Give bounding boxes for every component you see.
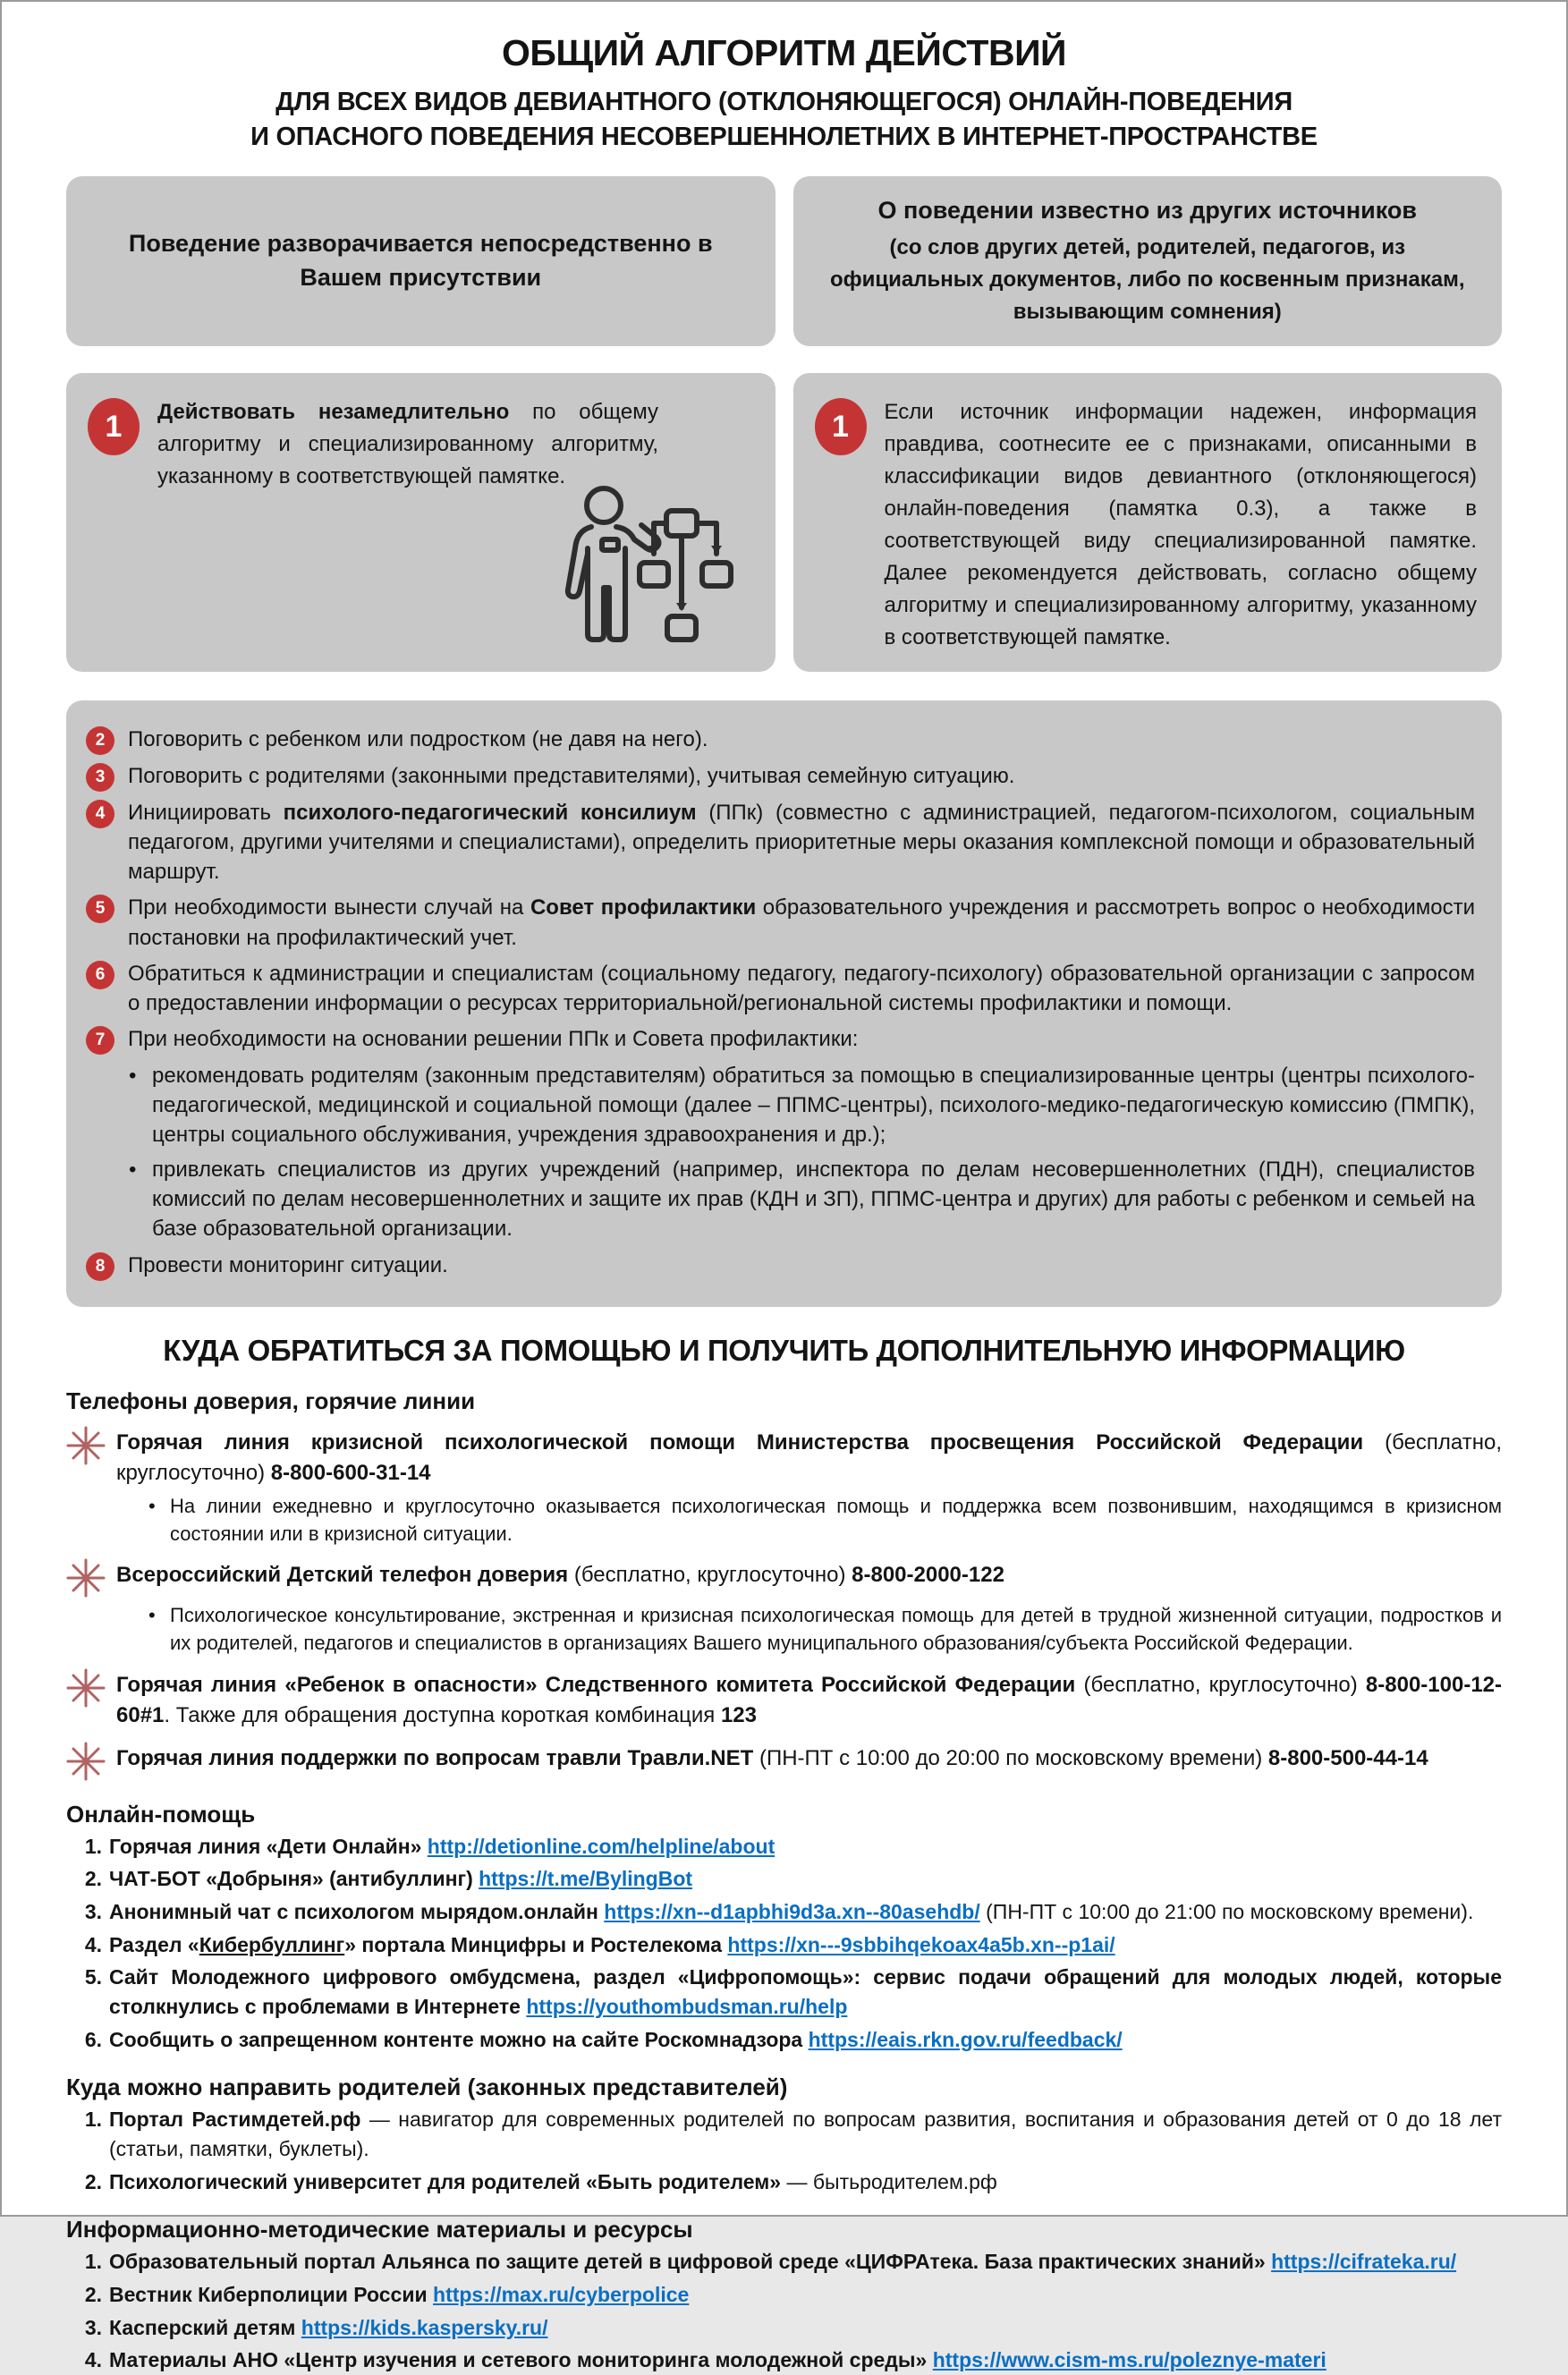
text-segment: (ППк) (совместно с администрацией, педагогом-психологом, социальным педагогом, другими учителями и специалистами), определить приоритетные меры оказания комплексной помощи и образовательный маршрут. — [128, 801, 1475, 885]
text-segment: Действовать незамедлительно — [157, 400, 510, 425]
text-segment: — навигатор для современных родителей по вопросам развития, воспитания и образования детей от 0 до 18 лет (статьи, памятки, буклеты). — [109, 2108, 1502, 2160]
step-number-badge: 5 — [86, 895, 114, 923]
step-text — [128, 798, 1475, 886]
step-number-badge: 1 — [88, 398, 140, 455]
text-segment: (ПН-ПТ с 10:00 до 21:00 по московскому времени). — [979, 1900, 1474, 1924]
bullet-text: привлекать специалистов из других учреждений (например, инспектора по делам несовершеннолетних (ПДН), специалистов комиссий по делам несовершеннолетних и защите их прав (КДН и ЗП), ППМС-центра и других) для работы с ребенком и семьей на базе образовательной организации. — [152, 1158, 1475, 1242]
step-number-badge: 7 — [86, 1026, 114, 1055]
star-icon — [66, 1742, 106, 1781]
hotline-2-note — [148, 1601, 1502, 1657]
online-item-6 — [72, 2025, 1502, 2055]
online-help-heading: Онлайн-помощь — [66, 1800, 256, 1828]
resources-item-2 — [72, 2280, 1502, 2310]
hotline-note-text: Психологическое консультирование, экстренная и кризисная психологическая помощь для детей в трудной жизненной ситуации, подростков и их родителей, педагогов и специалистов в организациях Вашего муниципального образования/субъекта Российской Федерации. — [170, 1604, 1502, 1655]
text-segment: Горячая линия поддержки по вопросам травли Травли.NET — [116, 1745, 754, 1770]
page-subtitle-line2: И ОПАСНОГО ПОВЕДЕНИЯ НЕСОВЕРШЕННОЛЕТНИХ В ИНТЕРНЕТ-ПРОСТРАНСТВЕ — [250, 123, 1318, 152]
list-item-text — [109, 2313, 1502, 2343]
step-text — [128, 959, 1475, 1018]
resources-heading: Информационно-методические материалы и ресурсы — [66, 2216, 693, 2244]
bullet-text: рекомендовать родителям (законным представителям) обратиться за помощью в специализированные центры (центры психолого-педагогической, медицинской и социальной помощи (далее – ППМС-центры), психолого-медико-педагогическую комиссию (ПМПК), центры социального обслуживания, учреждения здравоохранения и др.); — [152, 1063, 1475, 1148]
help-section-heading: КУДА ОБРАТИТЬСЯ ЗА ПОМОЩЬЮ И ПОЛУЧИТЬ ДОПОЛНИТЕЛЬНУЮ ИНФОРМАЦИЮ — [163, 1333, 1405, 1367]
hotline-item-3 — [66, 1670, 1502, 1731]
text-segment: Горячая линия кризисной психологической помощи Министерства просвещения Российской Федерации — [116, 1429, 1364, 1455]
text-segment: Портал Растимдетей.рф — [109, 2108, 361, 2132]
hotline-text — [116, 1743, 1502, 1781]
step-item-7 — [86, 1024, 1475, 1055]
list-item-text — [109, 2167, 1502, 2197]
text-segment: Сообщить о запрещенном контенте можно на сайте Роскомнадзора — [109, 2027, 809, 2051]
step-item-5 — [86, 893, 1475, 952]
bullet-dot: • — [148, 1604, 156, 1627]
bullet-dot: • — [129, 1158, 137, 1183]
text-segment: Инициировать — [128, 801, 284, 826]
list-item-text — [109, 1930, 1502, 1960]
scenario-box-other-sources — [793, 176, 1503, 346]
link[interactable]: https://max.ru/cyberpolice — [433, 2282, 690, 2306]
star-icon — [66, 1558, 106, 1598]
resources-item-4 — [72, 2345, 1502, 2375]
scenario-direct-title: Поведение разворачивается непосредственно в Вашем присутствии — [128, 230, 713, 292]
step-one-left-text — [157, 396, 658, 493]
step-text — [128, 761, 1475, 792]
step-item-6 — [86, 959, 1475, 1018]
online-item-3 — [72, 1897, 1502, 1927]
text-segment: 8-800-600-31-14 — [270, 1460, 431, 1485]
hotline-note-text: На линии ежедневно и круглосуточно оказывается психологическая помощь и поддержка всем позвонившим, находящимся в кризисном состоянии или в кризисной ситуации. — [170, 1494, 1502, 1545]
step-item-2 — [86, 725, 1475, 755]
step-7-bullet-1 — [129, 1061, 1475, 1149]
step-text — [128, 1024, 1475, 1055]
list-item-text — [109, 1864, 1502, 1894]
online-item-4 — [72, 1930, 1502, 1960]
list-item-text — [109, 1832, 1502, 1862]
list-number: 3. — [84, 2315, 102, 2339]
list-number: 2. — [84, 2169, 102, 2193]
scenario-other-subtitle: (со слов других детей, родителей, педагогов, из официальных документов, либо по косвенным признакам, вызывающим сомнения) — [829, 235, 1465, 325]
list-item-text — [109, 2247, 1502, 2277]
list-number: 1. — [84, 2250, 102, 2274]
text-segment: Материалы АНО «Центр изучения и сетевого мониторинга молодежной среды» — [109, 2348, 933, 2372]
step-number-badge: 8 — [86, 1252, 114, 1281]
step-one-right-text — [885, 396, 1478, 654]
text-segment: Всероссийский Детский телефон доверия — [116, 1563, 569, 1588]
parents-item-2 — [72, 2167, 1502, 2197]
step-item-8 — [86, 1251, 1475, 1281]
list-number: 4. — [84, 1932, 102, 1956]
scenario-other-title: О поведении известно из других источников — [877, 197, 1417, 225]
step-number-badge: 4 — [86, 800, 114, 828]
text-segment: Поговорить с ребенком или подростком (не давя на него). — [128, 727, 708, 752]
text-segment: Образовательный портал Альянса по защите детей в цифровой среде «ЦИФРАтека. База практических знаний» — [109, 2250, 1272, 2274]
step-text — [128, 725, 1475, 755]
star-icon — [66, 1668, 106, 1731]
online-item-5 — [72, 1963, 1502, 2021]
text-segment: Кибербуллинг — [199, 1932, 345, 1956]
text-segment: Обратиться к администрации и специалистам (социальному педагогу, педагогу-психологу) образовательной организации с запросом о предоставлении информации о ресурсах территориальной/региональной системы профилактики и помощи. — [128, 961, 1475, 1015]
list-item-text — [109, 1963, 1502, 2021]
link[interactable]: https://xn--d1apbhi9d3a.xn--80asehdb/ — [604, 1900, 980, 1924]
link[interactable]: http://detionline.com/helpline/about — [427, 1834, 776, 1858]
text-segment: Горячая линия «Дети Онлайн» — [109, 1834, 428, 1858]
link[interactable]: https://youthombudsman.ru/help — [526, 1995, 848, 2019]
resources-list — [72, 2247, 1502, 2375]
bullet-dot: • — [129, 1063, 137, 1088]
link[interactable]: https://www.cism-ms.ru/poleznye-materi — [932, 2348, 1326, 2372]
star-icon — [66, 1426, 106, 1489]
text-segment: . Также для обращения доступна короткая комбинация — [164, 1702, 721, 1727]
resources-item-3 — [72, 2313, 1502, 2343]
hotline-item-2 — [66, 1560, 1502, 1598]
text-segment: (ПН-ПТ с 10:00 до 20:00 по московскому времени) — [753, 1745, 1268, 1770]
text-segment: по общему алгоритму и специализированному алгоритму, указанному в соответствующей памятке. — [157, 400, 658, 489]
step-number-badge: 2 — [86, 726, 114, 755]
step-text — [128, 893, 1475, 952]
text-segment: ЧАТ-БОТ «Добрыня» (антибуллинг) — [109, 1867, 479, 1891]
step-one-right-box — [793, 373, 1503, 672]
text-segment: образовательного учреждения и рассмотреть вопрос о необходимости постановки на профилактический учет. — [128, 895, 1476, 950]
steps-list — [66, 700, 1502, 1306]
hotlines-heading: Телефоны доверия, горячие линии — [66, 1387, 476, 1414]
text-segment: Раздел « — [109, 1932, 199, 1956]
person-flowchart-icon — [559, 480, 745, 656]
text-segment: При необходимости вынести случай на — [128, 895, 530, 920]
page-subtitle-line1: ДЛЯ ВСЕХ ВИДОВ ДЕВИАНТНОГО (ОТКЛОНЯЮЩЕГОСЯ) ОНЛАЙН-ПОВЕДЕНИЯ — [275, 88, 1293, 116]
list-number: 1. — [84, 1834, 102, 1858]
text-segment: Сайт Молодежного цифрового омбудсмена, раздел «Цифропомощь»: сервис подачи обращений для молодых людей, которые столкнулись с проблемами в Интернете — [109, 1965, 1502, 2019]
text-segment: При необходимости на основании решении ППк и Совета профилактики: — [128, 1026, 859, 1051]
text-segment: Провести мониторинг ситуации. — [128, 1252, 448, 1277]
text-segment: Поговорить с родителями (законными представителями), учитывая семейную ситуацию. — [128, 764, 1015, 789]
text-segment: 8-800-2000-122 — [852, 1563, 1004, 1588]
list-number: 2. — [84, 1867, 102, 1891]
list-number: 3. — [84, 1900, 102, 1924]
text-segment: (бесплатно, круглосуточно) — [568, 1563, 852, 1588]
list-number: 1. — [84, 2108, 102, 2132]
text-segment: — бытьродителем.рф — [781, 2169, 997, 2193]
online-item-1 — [72, 1832, 1502, 1862]
step-number-badge: 6 — [86, 961, 114, 989]
link[interactable]: https://t.me/BylingBot — [479, 1867, 693, 1891]
list-number: 5. — [84, 1965, 102, 1989]
online-help-list — [72, 1832, 1502, 2055]
parents-heading: Куда можно направить родителей (законных представителей) — [66, 2074, 788, 2101]
text-segment: Касперский детям — [109, 2315, 301, 2339]
hotline-item-1 — [66, 1428, 1502, 1489]
list-number: 2. — [84, 2282, 102, 2306]
text-segment: Если источник информации надежен, информация правдива, соотнесите ее с признаками, описанными в классификации видов девиантного (отклоняющегося) онлайн-поведения (памятка 0.3), а также в соответствующей виду специализированной памятке. Далее рекомендуется действовать, согласно общему алгоритму и специализированному алгоритму, указанному в соответствующей памятке. — [884, 400, 1477, 650]
hotline-text — [116, 1670, 1502, 1731]
list-item-text — [109, 1897, 1502, 1927]
text-segment: (бесплатно, круглосуточно) — [1075, 1672, 1366, 1697]
step-one-row — [66, 373, 1502, 672]
step-7-bullet-2 — [129, 1155, 1475, 1243]
text-segment: Психологический университет для родителей «Быть родителем» — [109, 2169, 782, 2193]
step-one-left-box — [66, 373, 776, 672]
parents-list — [72, 2105, 1502, 2196]
online-item-2 — [72, 1864, 1502, 1894]
link[interactable]: https://kids.kaspersky.ru/ — [301, 2315, 548, 2339]
text-segment: Совет профилактики — [530, 895, 757, 920]
text-segment: психолого-педагогический консилиум — [283, 801, 697, 826]
text-segment: 123 — [720, 1702, 757, 1727]
list-item-text — [109, 2280, 1502, 2310]
text-segment: Горячая линия «Ребенок в опасности» Следственного комитета Российской Федерации — [116, 1672, 1076, 1697]
scenario-row — [66, 176, 1502, 346]
step-text — [128, 1251, 1475, 1281]
link[interactable]: https://xn---9sbbihqekoax4a5b.xn--p1ai/ — [727, 1932, 1115, 1956]
list-item-text — [109, 2345, 1502, 2375]
link[interactable]: https://eais.rkn.gov.ru/feedback/ — [808, 2027, 1123, 2051]
hotline-text — [116, 1560, 1502, 1598]
list-number: 4. — [84, 2348, 102, 2372]
text-segment: » портала Минцифры и Ростелекома — [344, 1932, 728, 1956]
text-segment: (бесплатно, круглосуточно) — [116, 1429, 1502, 1485]
scenario-box-direct — [66, 176, 776, 346]
hotline-item-4 — [66, 1743, 1502, 1781]
hotline-text — [116, 1428, 1502, 1489]
step-number-badge: 3 — [86, 763, 114, 792]
text-segment: 8-800-100-12-60#1 — [116, 1672, 1503, 1727]
text-segment: Вестник Киберполиции России — [109, 2282, 434, 2306]
link[interactable]: https://cifrateka.ru/ — [1271, 2250, 1457, 2274]
list-item-text — [109, 2025, 1502, 2055]
step-number-badge: 1 — [815, 398, 867, 455]
step-item-4 — [86, 798, 1475, 886]
step-item-3 — [86, 761, 1475, 792]
page-title: ОБЩИЙ АЛГОРИТМ ДЕЙСТВИЙ — [501, 32, 1067, 73]
parents-item-1 — [72, 2105, 1502, 2163]
bullet-dot: • — [148, 1494, 156, 1517]
resources-item-1 — [72, 2247, 1502, 2277]
text-segment: 8-800-500-44-14 — [1267, 1745, 1428, 1770]
hotline-1-note — [148, 1492, 1502, 1548]
list-item-text — [109, 2105, 1502, 2163]
list-number: 6. — [84, 2027, 102, 2051]
text-segment: Анонимный чат с психологом мырядом.онлайн — [109, 1900, 605, 1924]
